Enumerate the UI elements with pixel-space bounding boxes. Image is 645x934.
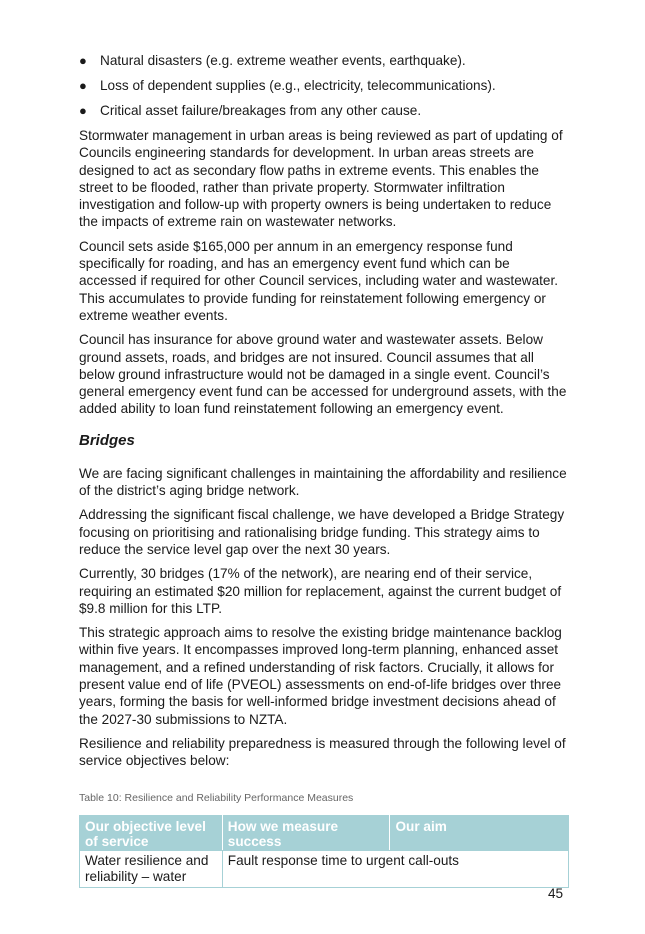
table-header-row xyxy=(80,815,569,850)
bullet-text: Natural disasters (e.g. extreme weather events, earthquake). xyxy=(100,53,466,68)
header-objective: Our objective level of service xyxy=(80,815,223,850)
table-caption: Table 10: Resilience and Reliability Performance Measures xyxy=(79,791,354,804)
bullet-text: Loss of dependent supplies (e.g., electricity, telecommunications). xyxy=(100,78,496,93)
table-cell-objective: Water resilience and reliability – water xyxy=(80,850,223,887)
paragraph-strategic-approach: This strategic approach aims to resolve the existing bridge maintenance backlog within five years. It encompasses improved long-term planning, enhanced asset management, and a refined understanding of risk factors. Crucially, it allows for present value end of life (PVEOL) assessments on end-of-life bridges over three years, forming the basis for well-informed bridge investment decisions ahead of the 2027-30 submissions to NZTA. xyxy=(79,625,562,727)
performance-measures-table xyxy=(79,815,569,888)
header-measure: How we measure success xyxy=(222,815,390,850)
bullet-item xyxy=(79,52,569,69)
bullet-item xyxy=(79,77,569,94)
paragraph-preparedness: Resilience and reliability preparedness is measured through the following level of service objectives below: xyxy=(79,735,566,769)
bullet-icon: ● xyxy=(79,78,87,93)
risk-bullet-list xyxy=(79,52,569,119)
bullet-icon: ● xyxy=(79,53,87,68)
bullet-item xyxy=(79,102,569,119)
document-page xyxy=(79,52,569,888)
paragraph-bridge-strategy: Addressing the significant fiscal challenge, we have developed a Bridge Strategy focusing on prioritising and rationalising bridge funding. This strategy aims to reduce the service level gap over the next 30 years. xyxy=(79,507,565,557)
section-heading-bridges: Bridges xyxy=(79,431,135,449)
paragraph-insurance: Council has insurance for above ground water and wastewater assets. Below ground assets, roads, and bridges are not insured. Council assumes that all below ground infrastructure would not be damaged in a single event. Council’s general emergency event fund can be accessed for underground assets, with the added ability to loan fund reinstatement following an emergency event. xyxy=(79,332,567,417)
table-cell-measure: Fault response time to urgent call-outs xyxy=(222,850,568,887)
header-aim: Our aim xyxy=(390,815,569,850)
bullet-text: Critical asset failure/breakages from any other cause. xyxy=(100,103,422,118)
bullet-icon: ● xyxy=(79,103,87,118)
paragraph-bridge-challenges: We are facing significant challenges in maintaining the affordability and resilience of the district’s aging bridge network. xyxy=(79,465,567,499)
table-row xyxy=(80,850,569,887)
page-number: 45 xyxy=(548,886,564,901)
paragraph-emergency-fund: Council sets aside $165,000 per annum in an emergency response fund specifically for roading, and has an emergency event fund which can be accessed if required for other Council services, including water and wastewater. This accumulates to provide funding for reinstatement following emergency or extreme weather events. xyxy=(79,238,559,323)
paragraph-stormwater: Stormwater management in urban areas is being reviewed as part of updating of Councils engineering standards for development. In urban areas streets are designed to act as secondary flow paths in extreme events. This enables the street to be flooded, rather than private property. Stormwater infiltration investigation and follow-up with property owners is being undertaken to reduce the impacts of extreme rain on wastewater networks. xyxy=(79,128,563,230)
paragraph-bridge-replacement: Currently, 30 bridges (17% of the network), are nearing end of their service, requiring an estimated $20 million for replacement, against the current budget of $9.8 million for this LTP. xyxy=(79,566,562,616)
